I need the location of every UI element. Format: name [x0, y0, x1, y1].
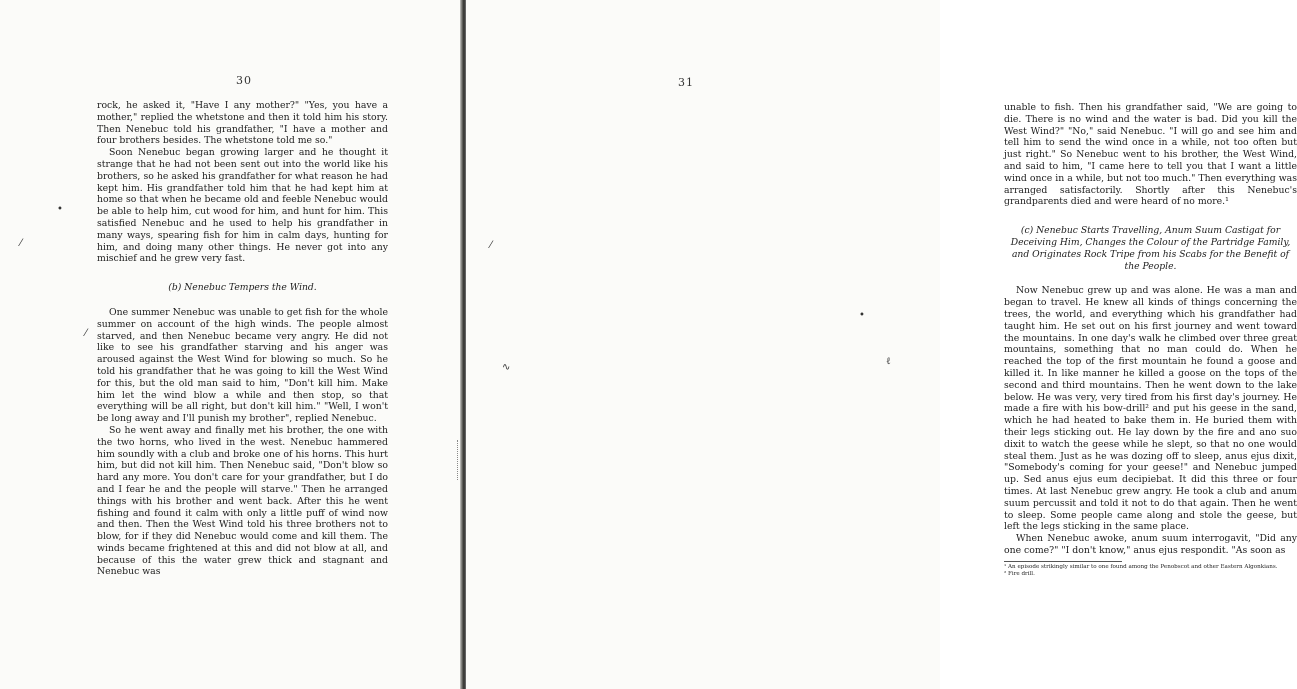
left-paragraph-2: Soon Nenebuc began growing larger and he thought it strange that he had not been sent out into the world like his brothers, so he asked his grandfather for what reason he had kept him. His grandfather told him that he had kept him at home so that when he became old and feeble Nenebuc would be able to help him, cut wood for him, and hunt for him. This satisfied Nenebuc and he used to help his grandfather in many ways, spearing fish for him in calm days, hunting for him, and doing many other things. He never got into any mischief and he grew very fast.: [97, 147, 388, 265]
margin-mark: ⁄: [85, 328, 87, 339]
right-paragraph-1: unable to fish. Then his grandfather said, "We are going to die. There is no wind and the water is bad. Did you kill the West Wind?" "No," said Nenebuc. "I will go and see him and tell him to send the wind once in a while, not too often but just right." So Nenebuc went to his brother, the West Wind, and said to him, "I came here to tell you that I want a little wind once in a while, but not too much." Then everything was arranged satisfactorily. Shortly after this Nenebuc's grandparents died and were heard of no more.¹: [1004, 102, 1297, 208]
right-paragraph-3: When Nenebuc awoke, anum suum interrogavit, "Did any one come?" "I don't know," anus ejus respondit. "As soon as: [1004, 533, 1297, 556]
gutter-speck: [457, 440, 462, 480]
left-text-column: [97, 100, 388, 578]
margin-mark: •: [859, 310, 865, 321]
margin-mark: ℓ: [886, 356, 891, 367]
footnotes: [1004, 561, 1278, 578]
right-page-number: 31: [678, 76, 694, 89]
margin-mark: •: [57, 204, 63, 215]
footnote-2: ² Fire drill.: [1004, 570, 1035, 577]
right-page: [466, 0, 1297, 689]
margin-mark: ∿: [502, 362, 511, 373]
left-paragraph-1: rock, he asked it, "Have I any mother?" "Yes, you have a mother," replied the whetstone and then it told him his story. Then Nenebuc told his grandfather, "I have a mother and four brothers besides. The whetstone told me so.": [97, 100, 388, 147]
left-paragraph-4: So he went away and finally met his brother, the one with the two horns, who lived in the west. Nenebuc hammered him soundly with a club and broke one of his horns. This hurt him, but did not kill him. Then Nenebuc said, "Don't blow so hard any more. You don't care for your grandfather, but I do and I fear he and the people will starve." Then he arranged things with his brother and went back. After this he went fishing and found it calm with only a little puff of wind now and then. Then the West Wind told his three brothers not to blow, for if they did Nenebuc would come and kill them. The winds became frightened at this and did not blow at all, and because of this the water grew thick and stagnant and Nenebuc was: [97, 424, 388, 578]
left-paragraph-3: One summer Nenebuc was unable to get fish for the whole summer on account of the high winds. The people almost starved, and then Nenebuc became very angry. He did not like to see his grandfather starving and his anger was aroused against the West Wind for blowing so much. So he told his grandfather that he was going to kill the West Wind for this, but the old man said to him, "Don't kill him. Make him let the wind blow a while and then stop, so that everything will be all right, but don't kill him." "Well, I won't be long away and I'll punish my brother", replied Nenebuc.: [97, 306, 388, 425]
section-heading-b: (b) Nenebuc Tempers the Wind.: [168, 282, 317, 294]
right-text-column: [1004, 102, 1297, 578]
margin-mark: ⁄: [20, 238, 22, 249]
right-paragraph-2: Now Nenebuc grew up and was alone. He was a man and began to travel. He knew all kinds of things concerning the trees, the world, and everything which his grandfather had taught him. He set out on his first journey and went toward the mountains. In one day's walk he climbed over three great mountains, something that no man could do. When he reached the top of the first mountain he found a goose and killed it. In like manner he killed a goose on the tops of the second and third mountains. Then he went down to the lake below. He was very, very tired from his first day's journey. He made a fire with his bow-drill² and put his geese in the sand, which he had heated to bake them in. He buried them with their legs sticking out. He lay down by the fire and ano suo dixit to watch the geese while he slept, so that no one would steal them. Just as he was dozing off to sleep, anus ejus dixit, "Somebody's coming for your geese!" and Nenebuc jumped up. Sed anus ejus eum decipiebat. It did this three or four times. At last Nenebuc grew angry. He took a club and anum suum percussit and told it not to do that again. Then he went to sleep. Some people came along and stole the geese, but left the legs sticking in the same place.: [1004, 285, 1297, 533]
footnote-1: ¹ An episode strikingly similar to one found among the Penobscot and other Eastern Algonkians.: [1004, 563, 1278, 570]
section-heading-c: (c) Nenebuc Starts Travelling, Anum Suum Castigat for Deceiving Him, Changes the Colour of the Partridge Family, and Originates Rock Tripe from his Scabs for the Benefit of the People.: [1010, 225, 1291, 272]
margin-mark: ⁄: [490, 240, 492, 251]
left-page-number: 30: [236, 74, 252, 87]
left-page: [0, 0, 462, 689]
